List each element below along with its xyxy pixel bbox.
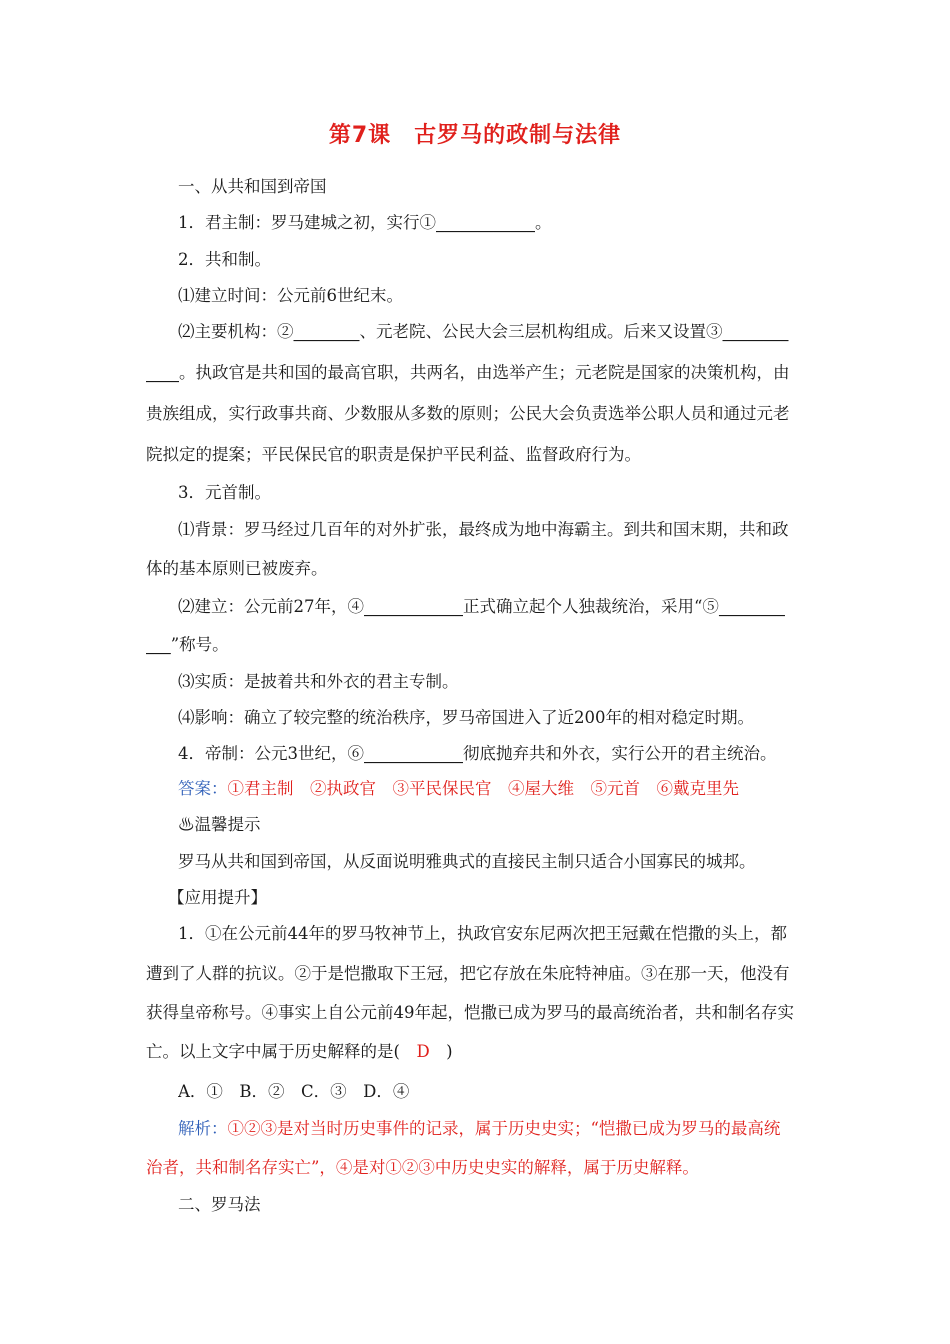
fill-blank-3: ________: [722, 322, 789, 341]
fill-blank-2: ________: [293, 322, 360, 341]
fill-blank-5: ________: [718, 597, 785, 616]
answer-line: [178, 777, 818, 801]
paragraph-republic-organs-line4: 院拟定的提案；平民保民官的职责是保护平民利益、监督政府行为。: [146, 445, 641, 464]
paragraph-principate-background-line2: 体的基本原则已被废弃。: [146, 559, 328, 578]
tip-title: ♨温馨提示: [178, 815, 261, 834]
fill-blank-4: ____________: [364, 597, 463, 616]
paragraph-principate-impact: ⑷影响：确立了较完整的统治秩序，罗马帝国进入了近200年的相对稳定时期。: [178, 708, 754, 727]
paragraph-empire: 4．帝制：公元3世纪，⑥____________彻底抛弃共和外衣，实行公开的君主统治。: [178, 744, 777, 763]
fill-blank-6: ____________: [364, 744, 463, 763]
section-heading-1: 一、从共和国到帝国: [178, 177, 327, 196]
answer-text: ①君主制 ②执政官 ③平民保民官 ④屋大维 ⑤元首 ⑥戴克里先: [227, 779, 739, 798]
question-1-line2: 遭到了人群的抗议。②于是恺撒取下王冠，把它存放在朱庇特神庙。③在那一天，他没有: [146, 964, 790, 983]
question-1-options: A．① B．② C．③ D．④: [178, 1082, 410, 1101]
paragraph-republic: 2．共和制。: [178, 250, 271, 269]
paragraph-principate-background: ⑴背景：罗马经过几百年的对外扩张，最终成为地中海霸主。到共和国末期，共和政: [178, 520, 789, 539]
paragraph-monarchy: 1．君主制：罗马建城之初，实行①____________。: [178, 213, 552, 232]
tip-text: 罗马从共和国到帝国，从反面说明雅典式的直接民主制只适合小国寡民的城邦。: [178, 852, 756, 871]
analysis-text: ①②③是对当时历史事件的记录，属于历史史实；“恺撒已成为罗马的最高统: [227, 1119, 781, 1138]
analysis-label: 解析：: [178, 1119, 228, 1138]
paragraph-principate-establish-line2: ___”称号。: [146, 635, 229, 654]
question-1-answer: D: [416, 1042, 430, 1061]
question-1: 1．①在公元前44年的罗马牧神节上，执政官安东尼两次把王冠戴在恺撒的头上，都: [178, 924, 787, 943]
paragraph-principate-essence: ⑶实质：是披着共和外衣的君主专制。: [178, 672, 459, 691]
paragraph-republic-organs-line3: 贵族组成，实行政事共商、少数服从多数的原则；公民大会负责选举公职人员和通过元老: [146, 404, 790, 423]
paragraph-principate: 3．元首制。: [178, 483, 271, 502]
question-1-line3: 获得皇帝称号。④事实上自公元前49年起，恺撒已成为罗马的最高统治者，共和制名存实: [146, 1003, 794, 1022]
paragraph-principate-establish: ⑵建立：公元前27年，④____________正式确立起个人独裁统治，采用“⑤________: [178, 597, 785, 616]
paragraph-republic-organs: ⑵主要机构：②________、元老院、公民大会三层机构组成。后来又设置③________: [178, 322, 789, 341]
answer-label: 答案：: [178, 779, 228, 798]
lesson-title: 第7课 古罗马的政制与法律: [328, 123, 622, 148]
question-1-line4: 亡。以上文字中属于历史解释的是( D ): [146, 1042, 453, 1061]
apply-heading: 【应用提升】: [168, 888, 267, 907]
section-heading-2: 二、罗马法: [178, 1195, 261, 1214]
paragraph-republic-time: ⑴建立时间：公元前6世纪末。: [178, 286, 403, 305]
analysis-line2: 治者，共和制名存实亡”，④是对①②③中历史史实的解释，属于历史解释。: [146, 1158, 699, 1177]
fill-blank-1: ____________: [436, 213, 535, 232]
paragraph-republic-organs-line2: ____。执政官是共和国的最高官职，共两名，由选举产生；元老院是国家的决策机构，由: [146, 363, 790, 382]
analysis-line: [178, 1117, 818, 1141]
